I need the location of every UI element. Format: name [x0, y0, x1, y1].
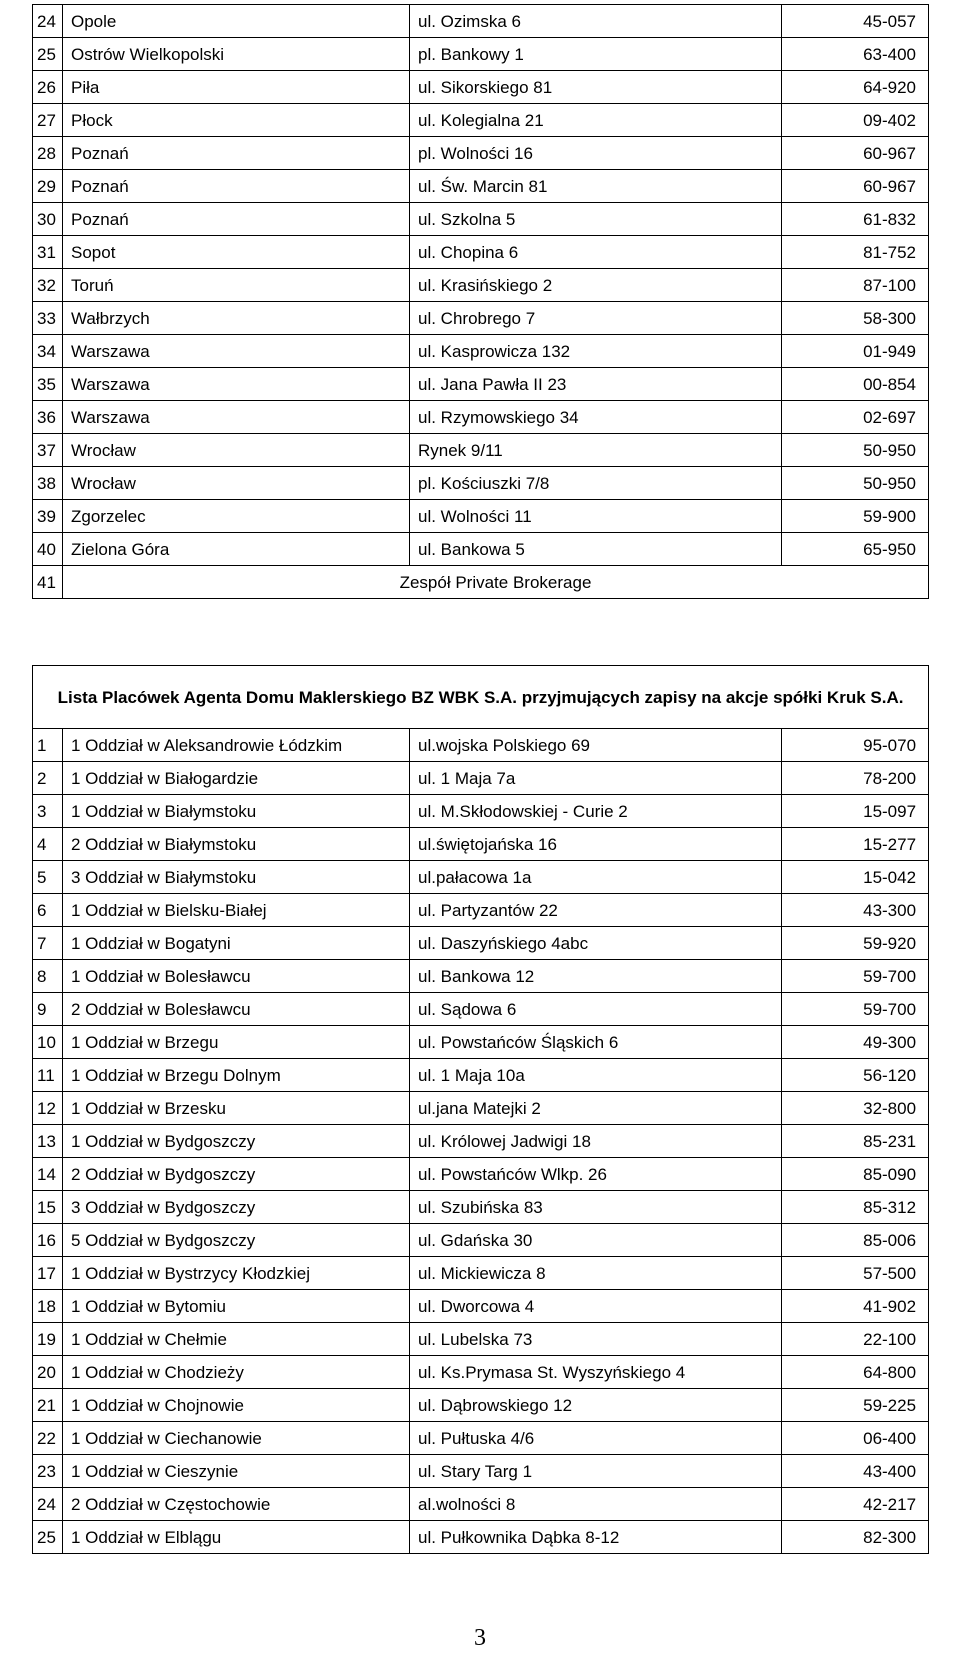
city-name: Opole	[63, 5, 410, 38]
table-row	[33, 500, 929, 533]
city-name: Zgorzelec	[63, 500, 410, 533]
row-number: 29	[33, 170, 63, 203]
row-number: 8	[33, 960, 63, 993]
row-number: 10	[33, 1026, 63, 1059]
table-row	[33, 1092, 929, 1125]
table-row	[33, 401, 929, 434]
postal-code: 85-090	[782, 1158, 929, 1191]
street-address: ul. Pułkownika Dąbka 8-12	[410, 1521, 782, 1554]
row-number: 11	[33, 1059, 63, 1092]
branch-name: 1 Oddział w Chodzieży	[63, 1356, 410, 1389]
city-name: Sopot	[63, 236, 410, 269]
branch-name: 2 Oddział w Białymstoku	[63, 828, 410, 861]
city-name: Warszawa	[63, 335, 410, 368]
street-address: ul. Chopina 6	[410, 236, 782, 269]
city-name: Wałbrzych	[63, 302, 410, 335]
branch-name: 1 Oddział w Cieszynie	[63, 1455, 410, 1488]
street-address: ul. Św. Marcin 81	[410, 170, 782, 203]
table-row	[33, 137, 929, 170]
row-number: 12	[33, 1092, 63, 1125]
row-number: 6	[33, 894, 63, 927]
postal-code: 15-042	[782, 861, 929, 894]
row-number: 23	[33, 1455, 63, 1488]
branch-name: 1 Oddział w Bydgoszczy	[63, 1125, 410, 1158]
row-number: 25	[33, 1521, 63, 1554]
table-row	[33, 1125, 929, 1158]
postal-code: 85-312	[782, 1191, 929, 1224]
branch-name: 1 Oddział w Białogardzie	[63, 762, 410, 795]
row-number: 21	[33, 1389, 63, 1422]
row-number: 41	[33, 566, 63, 599]
street-address: ul. Bankowa 12	[410, 960, 782, 993]
street-address: ul. 1 Maja 7a	[410, 762, 782, 795]
street-address: ul. Pułtuska 4/6	[410, 1422, 782, 1455]
table-row	[33, 894, 929, 927]
table-row	[33, 1488, 929, 1521]
postal-code: 59-900	[782, 500, 929, 533]
table-row	[33, 5, 929, 38]
branch-name: 2 Oddział w Bolesławcu	[63, 993, 410, 1026]
table-row	[33, 861, 929, 894]
table-row	[33, 38, 929, 71]
branch-name: 1 Oddział w Chełmie	[63, 1323, 410, 1356]
row-number: 34	[33, 335, 63, 368]
row-number: 32	[33, 269, 63, 302]
street-address: ul. Kolegialna 21	[410, 104, 782, 137]
table-row	[33, 1224, 929, 1257]
postal-code: 43-300	[782, 894, 929, 927]
street-address: pl. Bankowy 1	[410, 38, 782, 71]
postal-code: 59-700	[782, 960, 929, 993]
street-address: Rynek 9/11	[410, 434, 782, 467]
city-name: Warszawa	[63, 368, 410, 401]
postal-code: 41-902	[782, 1290, 929, 1323]
city-name: Poznań	[63, 170, 410, 203]
table-row	[33, 795, 929, 828]
street-address: ul. Jana Pawła II 23	[410, 368, 782, 401]
postal-code: 65-950	[782, 533, 929, 566]
postal-code: 85-006	[782, 1224, 929, 1257]
postal-code: 50-950	[782, 467, 929, 500]
branch-list-table-continued	[32, 4, 929, 599]
row-number: 16	[33, 1224, 63, 1257]
table-row-merged	[33, 566, 929, 599]
row-number: 1	[33, 729, 63, 762]
city-name: Poznań	[63, 137, 410, 170]
table-row	[33, 762, 929, 795]
table-row	[33, 1191, 929, 1224]
row-number: 25	[33, 38, 63, 71]
row-number: 24	[33, 5, 63, 38]
table-row	[33, 1389, 929, 1422]
street-address: ul. Krasińskiego 2	[410, 269, 782, 302]
table-row	[33, 104, 929, 137]
street-address: ul. Sądowa 6	[410, 993, 782, 1026]
row-number: 38	[33, 467, 63, 500]
row-number: 18	[33, 1290, 63, 1323]
postal-code: 59-225	[782, 1389, 929, 1422]
branch-name: 1 Oddział w Brzesku	[63, 1092, 410, 1125]
postal-code: 60-967	[782, 137, 929, 170]
postal-code: 49-300	[782, 1026, 929, 1059]
row-number: 9	[33, 993, 63, 1026]
branch-name: 1 Oddział w Ciechanowie	[63, 1422, 410, 1455]
postal-code: 06-400	[782, 1422, 929, 1455]
postal-code: 81-752	[782, 236, 929, 269]
postal-code: 78-200	[782, 762, 929, 795]
street-address: ul. Ks.Prymasa St. Wyszyńskiego 4	[410, 1356, 782, 1389]
city-name: Poznań	[63, 203, 410, 236]
street-address: ul. Dąbrowskiego 12	[410, 1389, 782, 1422]
table-row	[33, 828, 929, 861]
table-header-row	[33, 666, 929, 729]
city-name: Wrocław	[63, 434, 410, 467]
postal-code: 82-300	[782, 1521, 929, 1554]
branch-name: 3 Oddział w Białymstoku	[63, 861, 410, 894]
street-address: pl. Kościuszki 7/8	[410, 467, 782, 500]
postal-code: 59-700	[782, 993, 929, 1026]
postal-code: 15-277	[782, 828, 929, 861]
agent-branch-table	[32, 665, 929, 1554]
table-row	[33, 1059, 929, 1092]
postal-code: 95-070	[782, 729, 929, 762]
row-number: 35	[33, 368, 63, 401]
agent-branch-table-body	[33, 666, 929, 1554]
row-number: 33	[33, 302, 63, 335]
postal-code: 32-800	[782, 1092, 929, 1125]
row-number: 39	[33, 500, 63, 533]
street-address: ul. M.Skłodowskiej - Curie 2	[410, 795, 782, 828]
city-name: Toruń	[63, 269, 410, 302]
row-number: 17	[33, 1257, 63, 1290]
street-address: ul. Daszyńskiego 4abc	[410, 927, 782, 960]
branch-name: 2 Oddział w Bydgoszczy	[63, 1158, 410, 1191]
row-number: 26	[33, 71, 63, 104]
street-address: ul. Ozimska 6	[410, 5, 782, 38]
postal-code: 45-057	[782, 5, 929, 38]
table-row	[33, 729, 929, 762]
table-row	[33, 927, 929, 960]
branch-name: 1 Oddział w Aleksandrowie Łódzkim	[63, 729, 410, 762]
row-number: 40	[33, 533, 63, 566]
street-address: ul.jana Matejki 2	[410, 1092, 782, 1125]
row-number: 30	[33, 203, 63, 236]
postal-code: 02-697	[782, 401, 929, 434]
street-address: ul. Rzymowskiego 34	[410, 401, 782, 434]
city-name: Wrocław	[63, 467, 410, 500]
street-address: ul. Stary Targ 1	[410, 1455, 782, 1488]
row-number: 13	[33, 1125, 63, 1158]
table-row	[33, 993, 929, 1026]
table-row	[33, 960, 929, 993]
table-row	[33, 269, 929, 302]
table-row	[33, 533, 929, 566]
table-row	[33, 1455, 929, 1488]
city-name: Ostrów Wielkopolski	[63, 38, 410, 71]
city-name: Warszawa	[63, 401, 410, 434]
branch-name: 1 Oddział w Brzegu Dolnym	[63, 1059, 410, 1092]
street-address: ul. Chrobrego 7	[410, 302, 782, 335]
branch-name: 1 Oddział w Brzegu	[63, 1026, 410, 1059]
table-row	[33, 467, 929, 500]
street-address: ul. Dworcowa 4	[410, 1290, 782, 1323]
street-address: ul.pałacowa 1a	[410, 861, 782, 894]
row-number: 4	[33, 828, 63, 861]
postal-code: 09-402	[782, 104, 929, 137]
street-address: ul. Powstańców Wlkp. 26	[410, 1158, 782, 1191]
row-number: 37	[33, 434, 63, 467]
street-address: ul.wojska Polskiego 69	[410, 729, 782, 762]
row-number: 27	[33, 104, 63, 137]
street-address: pl. Wolności 16	[410, 137, 782, 170]
branch-name: 1 Oddział w Bytomiu	[63, 1290, 410, 1323]
postal-code: 59-920	[782, 927, 929, 960]
row-number: 2	[33, 762, 63, 795]
street-address: ul. Bankowa 5	[410, 533, 782, 566]
street-address: ul. 1 Maja 10a	[410, 1059, 782, 1092]
street-address: ul. Kasprowicza 132	[410, 335, 782, 368]
table-row	[33, 1158, 929, 1191]
street-address: ul. Gdańska 30	[410, 1224, 782, 1257]
table-title: Lista Placówek Agenta Domu Maklerskiego BZ WBK S.A. przyjmujących zapisy na akcje spółki Kruk S.A.	[33, 666, 929, 729]
table-row	[33, 236, 929, 269]
postal-code: 64-920	[782, 71, 929, 104]
postal-code: 63-400	[782, 38, 929, 71]
postal-code: 57-500	[782, 1257, 929, 1290]
branch-name: 1 Oddział w Bielsku-Białej	[63, 894, 410, 927]
street-address: al.wolności 8	[410, 1488, 782, 1521]
postal-code: 64-800	[782, 1356, 929, 1389]
table-row	[33, 434, 929, 467]
postal-code: 87-100	[782, 269, 929, 302]
street-address: ul.świętojańska 16	[410, 828, 782, 861]
postal-code: 43-400	[782, 1455, 929, 1488]
table-row	[33, 1422, 929, 1455]
street-address: ul. Partyzantów 22	[410, 894, 782, 927]
postal-code: 56-120	[782, 1059, 929, 1092]
branch-name: 1 Oddział w Bolesławcu	[63, 960, 410, 993]
street-address: ul. Królowej Jadwigi 18	[410, 1125, 782, 1158]
row-number: 28	[33, 137, 63, 170]
postal-code: 58-300	[782, 302, 929, 335]
street-address: ul. Lubelska 73	[410, 1323, 782, 1356]
merged-entry-label: Zespół Private Brokerage	[63, 566, 929, 599]
table-row	[33, 1257, 929, 1290]
row-number: 24	[33, 1488, 63, 1521]
table-row	[33, 170, 929, 203]
postal-code: 22-100	[782, 1323, 929, 1356]
row-number: 3	[33, 795, 63, 828]
table-row	[33, 71, 929, 104]
postal-code: 15-097	[782, 795, 929, 828]
postal-code: 61-832	[782, 203, 929, 236]
table-row	[33, 302, 929, 335]
street-address: ul. Wolności 11	[410, 500, 782, 533]
table-row	[33, 335, 929, 368]
row-number: 20	[33, 1356, 63, 1389]
branch-name: 3 Oddział w Bydgoszczy	[63, 1191, 410, 1224]
city-name: Zielona Góra	[63, 533, 410, 566]
postal-code: 00-854	[782, 368, 929, 401]
postal-code: 42-217	[782, 1488, 929, 1521]
table-row	[33, 203, 929, 236]
city-name: Płock	[63, 104, 410, 137]
branch-name: 1 Oddział w Elblągu	[63, 1521, 410, 1554]
table-row	[33, 1026, 929, 1059]
branch-list-table-body	[33, 5, 929, 599]
row-number: 22	[33, 1422, 63, 1455]
branch-name: 1 Oddział w Białymstoku	[63, 795, 410, 828]
page-number: 3	[474, 1625, 486, 1651]
branch-name: 1 Oddział w Bogatyni	[63, 927, 410, 960]
postal-code: 60-967	[782, 170, 929, 203]
street-address: ul. Szubińska 83	[410, 1191, 782, 1224]
row-number: 14	[33, 1158, 63, 1191]
row-number: 36	[33, 401, 63, 434]
row-number: 5	[33, 861, 63, 894]
street-address: ul. Powstańców Śląskich 6	[410, 1026, 782, 1059]
branch-name: 1 Oddział w Bystrzycy Kłodzkiej	[63, 1257, 410, 1290]
branch-name: 5 Oddział w Bydgoszczy	[63, 1224, 410, 1257]
city-name: Piła	[63, 71, 410, 104]
row-number: 31	[33, 236, 63, 269]
table-row	[33, 1290, 929, 1323]
postal-code: 50-950	[782, 434, 929, 467]
table-row	[33, 1323, 929, 1356]
postal-code: 01-949	[782, 335, 929, 368]
branch-name: 2 Oddział w Częstochowie	[63, 1488, 410, 1521]
table-row	[33, 368, 929, 401]
street-address: ul. Mickiewicza 8	[410, 1257, 782, 1290]
table-row	[33, 1521, 929, 1554]
branch-name: 1 Oddział w Chojnowie	[63, 1389, 410, 1422]
row-number: 19	[33, 1323, 63, 1356]
street-address: ul. Sikorskiego 81	[410, 71, 782, 104]
postal-code: 85-231	[782, 1125, 929, 1158]
row-number: 15	[33, 1191, 63, 1224]
row-number: 7	[33, 927, 63, 960]
street-address: ul. Szkolna 5	[410, 203, 782, 236]
table-row	[33, 1356, 929, 1389]
